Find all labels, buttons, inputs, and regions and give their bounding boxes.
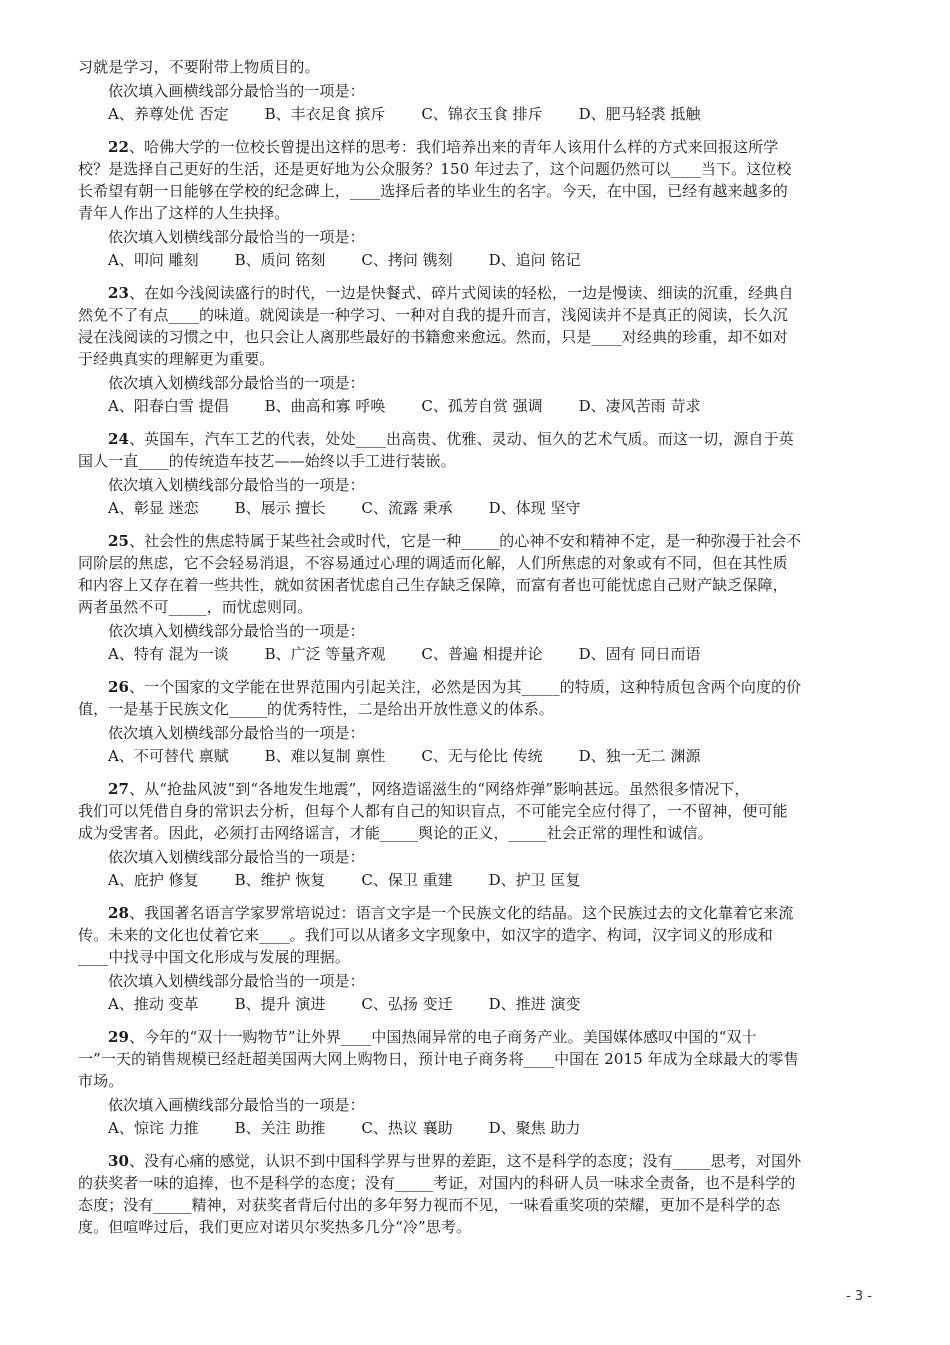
option-c: C、拷问 镌刻 — [361, 251, 453, 269]
intro-options — [78, 102, 878, 126]
question-number: 27 — [108, 780, 130, 798]
question-line: 值，一是基于民族文化_____的优秀特性，二是给出开放性意义的体系。 — [78, 700, 554, 718]
question-text: 、社会性的焦虑特属于某些社会或时代，它是一种_____的心神不安和精神不定，是一种弥漫于社会不 — [129, 532, 802, 550]
option-a: A、养尊处优 否定 — [108, 105, 229, 123]
answer-options — [78, 868, 878, 892]
question-prompt: 依次填入划横线部分最恰当的一项是： — [108, 972, 365, 990]
question-line: 度。但喧哗过后，我们更应对诺贝尔奖热多几分“冷”思考。 — [78, 1218, 472, 1236]
option-d: D、肥马轻裘 抵触 — [578, 105, 701, 123]
answer-options — [78, 496, 878, 520]
question-first-line — [78, 1150, 878, 1172]
option-a: A、阳春白雪 提倡 — [108, 397, 229, 415]
question-line: 态度；没有_____精神，对获奖者背后付出的多年努力视而不见，一味看重奖项的荣耀，更加不是科学的态 — [78, 1196, 781, 1214]
option-c: C、普遍 相提并论 — [421, 645, 543, 663]
question-text: 、哈佛大学的一位校长曾提出这样的思考：我们培养出来的青年人该用什么样的方式来回报这所学 — [129, 138, 779, 156]
option-d: D、聚焦 助力 — [488, 1119, 581, 1137]
question-first-line — [78, 428, 878, 450]
question-line: 同阶层的焦虑，它不会轻易消退，不容易通过心理的调适而化解，人们所焦虑的对象或有不同，但在其性质 — [78, 554, 788, 572]
answer-options — [78, 394, 878, 418]
option-a: A、叩问 雕刻 — [108, 251, 199, 269]
question-text: 、没有心痛的感觉，认识不到中国科学界与世界的差距，这不是科学的态度；没有_____思考，对国外 — [129, 1152, 802, 1170]
option-c: C、热议 襄助 — [361, 1119, 453, 1137]
question-line: 长希望有朝一日能够在学校的纪念碑上，____选择后者的毕业生的名字。今天，在中国，已经有越来越多的 — [78, 182, 788, 200]
option-c: C、保卫 重建 — [361, 871, 453, 889]
question-prompt: 依次填入划横线部分最恰当的一项是： — [108, 476, 365, 494]
option-b: B、曲高和寡 呼唤 — [264, 397, 386, 415]
option-a: A、彰显 迷恋 — [108, 499, 199, 517]
question-number: 22 — [108, 138, 130, 156]
question-line: 和内容上又存在着一些共性，就如贫困者忧虑自己生存缺乏保障，而富有者也可能忧虑自己财产缺乏保障， — [78, 576, 788, 594]
option-d: D、固有 同日而语 — [578, 645, 701, 663]
question-first-line — [78, 282, 878, 304]
question-number: 28 — [108, 904, 130, 922]
question-text: 、我国著名语言学家罗常培说过：语言文字是一个民族文化的结晶。这个民族过去的文化靠着它来流 — [129, 904, 794, 922]
question-block — [78, 1026, 878, 1140]
intro-block — [78, 56, 878, 126]
intro-line: 习就是学习，不要附带上物质目的。 — [78, 58, 320, 76]
question-line: 两者虽然不可_____，而忧虑则同。 — [78, 598, 313, 616]
question-line: 一”一天的销售规模已经赶超美国两大网上购物日，预计电子商务将____中国在 2015 年成为全球最大的零售 — [78, 1050, 799, 1068]
question-block — [78, 282, 878, 418]
question-line: ____中找寻中国文化形成与发展的理据。 — [78, 948, 351, 966]
option-b: B、丰衣足食 摈斥 — [264, 105, 386, 123]
question-first-line — [78, 778, 878, 800]
option-c: C、无与伦比 传统 — [421, 747, 543, 765]
document-page — [78, 56, 878, 1238]
question-block — [78, 428, 878, 520]
question-first-line — [78, 902, 878, 924]
question-line: 校？是选择自己更好的生活，还是更好地为公众服务？150 年过去了，这个问题仍然可以____当下。这位校 — [78, 160, 792, 178]
question-block — [78, 676, 878, 768]
option-a: A、特有 混为一谈 — [108, 645, 229, 663]
question-text: 、英国车，汽车工艺的代表，处处____出高贵、优雅、灵动、恒久的艺术气质。而这一切，源自于英 — [129, 430, 794, 448]
option-a: A、庇护 修复 — [108, 871, 199, 889]
option-d: D、独一无二 渊源 — [578, 747, 701, 765]
question-prompt: 依次填入划横线部分最恰当的一项是： — [108, 622, 365, 640]
question-line: 的获奖者一味的追捧，也不是科学的态度；没有_____考证，对国内的科研人员一味求全责备，也不是科学的 — [78, 1174, 796, 1192]
question-number: 23 — [108, 284, 130, 302]
option-b: B、质问 铭刻 — [234, 251, 326, 269]
option-c: C、孤芳自赏 强调 — [421, 397, 543, 415]
question-number: 25 — [108, 532, 130, 550]
question-text: 、一个国家的文学能在世界范围内引起关注，必然是因为其_____的特质，这种特质包含两个向度的价 — [129, 678, 802, 696]
answer-options — [78, 992, 878, 1016]
option-b: B、难以复制 禀性 — [264, 747, 386, 765]
question-block — [78, 530, 878, 666]
option-c: C、弘扬 变迁 — [361, 995, 453, 1013]
question-text: 、在如今浅阅读盛行的时代，一边是快餐式、碎片式阅读的轻松，一边是慢读、细读的沉重，经典自 — [129, 284, 794, 302]
answer-options — [78, 744, 878, 768]
question-first-line — [78, 676, 878, 698]
question-number: 29 — [108, 1028, 130, 1046]
option-c: C、锦衣玉食 排斥 — [421, 105, 543, 123]
option-d: D、推进 演变 — [488, 995, 581, 1013]
option-d: D、体现 坚守 — [488, 499, 581, 517]
option-b: B、广泛 等量齐观 — [264, 645, 386, 663]
question-line: 于经典真实的理解更为重要。 — [78, 350, 275, 368]
question-prompt: 依次填入画横线部分最恰当的一项是： — [108, 1096, 365, 1114]
option-d: D、凄风苦雨 苛求 — [578, 397, 701, 415]
question-first-line — [78, 136, 878, 158]
option-d: D、护卫 匡复 — [488, 871, 581, 889]
option-b: B、展示 擅长 — [234, 499, 326, 517]
question-prompt: 依次填入划横线部分最恰当的一项是： — [108, 374, 365, 392]
question-line: 成为受害者。因此，必须打击网络谣言，才能_____舆论的正义，_____社会正常的理性和诚信。 — [78, 824, 713, 842]
question-number: 26 — [108, 678, 130, 696]
option-a: A、推动 变革 — [108, 995, 199, 1013]
question-prompt: 依次填入划横线部分最恰当的一项是： — [108, 848, 365, 866]
question-block — [78, 778, 878, 892]
option-b: B、维护 恢复 — [234, 871, 326, 889]
question-block — [78, 1150, 878, 1238]
questions-list — [78, 136, 878, 1238]
intro-prompt: 依次填入画横线部分最恰当的一项是： — [108, 82, 365, 100]
answer-options — [78, 1116, 878, 1140]
option-d: D、追问 铭记 — [488, 251, 581, 269]
answer-options — [78, 248, 878, 272]
question-number: 24 — [108, 430, 130, 448]
option-b: B、关注 助推 — [234, 1119, 326, 1137]
question-text: 、从“抢盐风波”到“各地发生地震”，网络造谣滋生的“网络炸弹”影响甚远。虽然很多情况下， — [129, 780, 750, 798]
option-a: A、不可替代 禀赋 — [108, 747, 229, 765]
question-prompt: 依次填入划横线部分最恰当的一项是： — [108, 724, 365, 742]
question-line: 然免不了有点____的味道。就阅读是一种学习、一种对自我的提升而言，浅阅读并不是真正的阅读，长久沉 — [78, 306, 788, 324]
question-line: 市场。 — [78, 1072, 124, 1090]
page-number: - 3 - — [846, 1289, 872, 1304]
question-block — [78, 136, 878, 272]
question-line: 国人一直____的传统造车技艺——始终以手工进行装嵌。 — [78, 452, 456, 470]
answer-options — [78, 642, 878, 666]
question-first-line — [78, 530, 878, 552]
question-line: 青年人作出了这样的人生抉择。 — [78, 204, 290, 222]
option-a: A、惊诧 力推 — [108, 1119, 199, 1137]
question-first-line — [78, 1026, 878, 1048]
question-line: 传。未来的文化也仗着它来____。我们可以从诸多文字现象中，如汉字的造字、构词，汉字词义的形成和 — [78, 926, 773, 944]
question-block — [78, 902, 878, 1016]
question-line: 浸在浅阅读的习惯之中，也只会让人离那些最好的书籍愈来愈远。然而，只是____对经典的珍重，却不如对 — [78, 328, 788, 346]
question-line: 我们可以凭借自身的常识去分析，但每个人都有自己的知识盲点，不可能完全应付得了，一不留神，便可能 — [78, 802, 788, 820]
question-prompt: 依次填入划横线部分最恰当的一项是： — [108, 228, 365, 246]
question-text: 、今年的“双十一购物节”让外界____中国热闹异常的电子商务产业。美国媒体感叹中国的“双十 — [129, 1028, 757, 1046]
question-number: 30 — [108, 1152, 130, 1170]
option-b: B、提升 演进 — [234, 995, 326, 1013]
option-c: C、流露 秉承 — [361, 499, 453, 517]
